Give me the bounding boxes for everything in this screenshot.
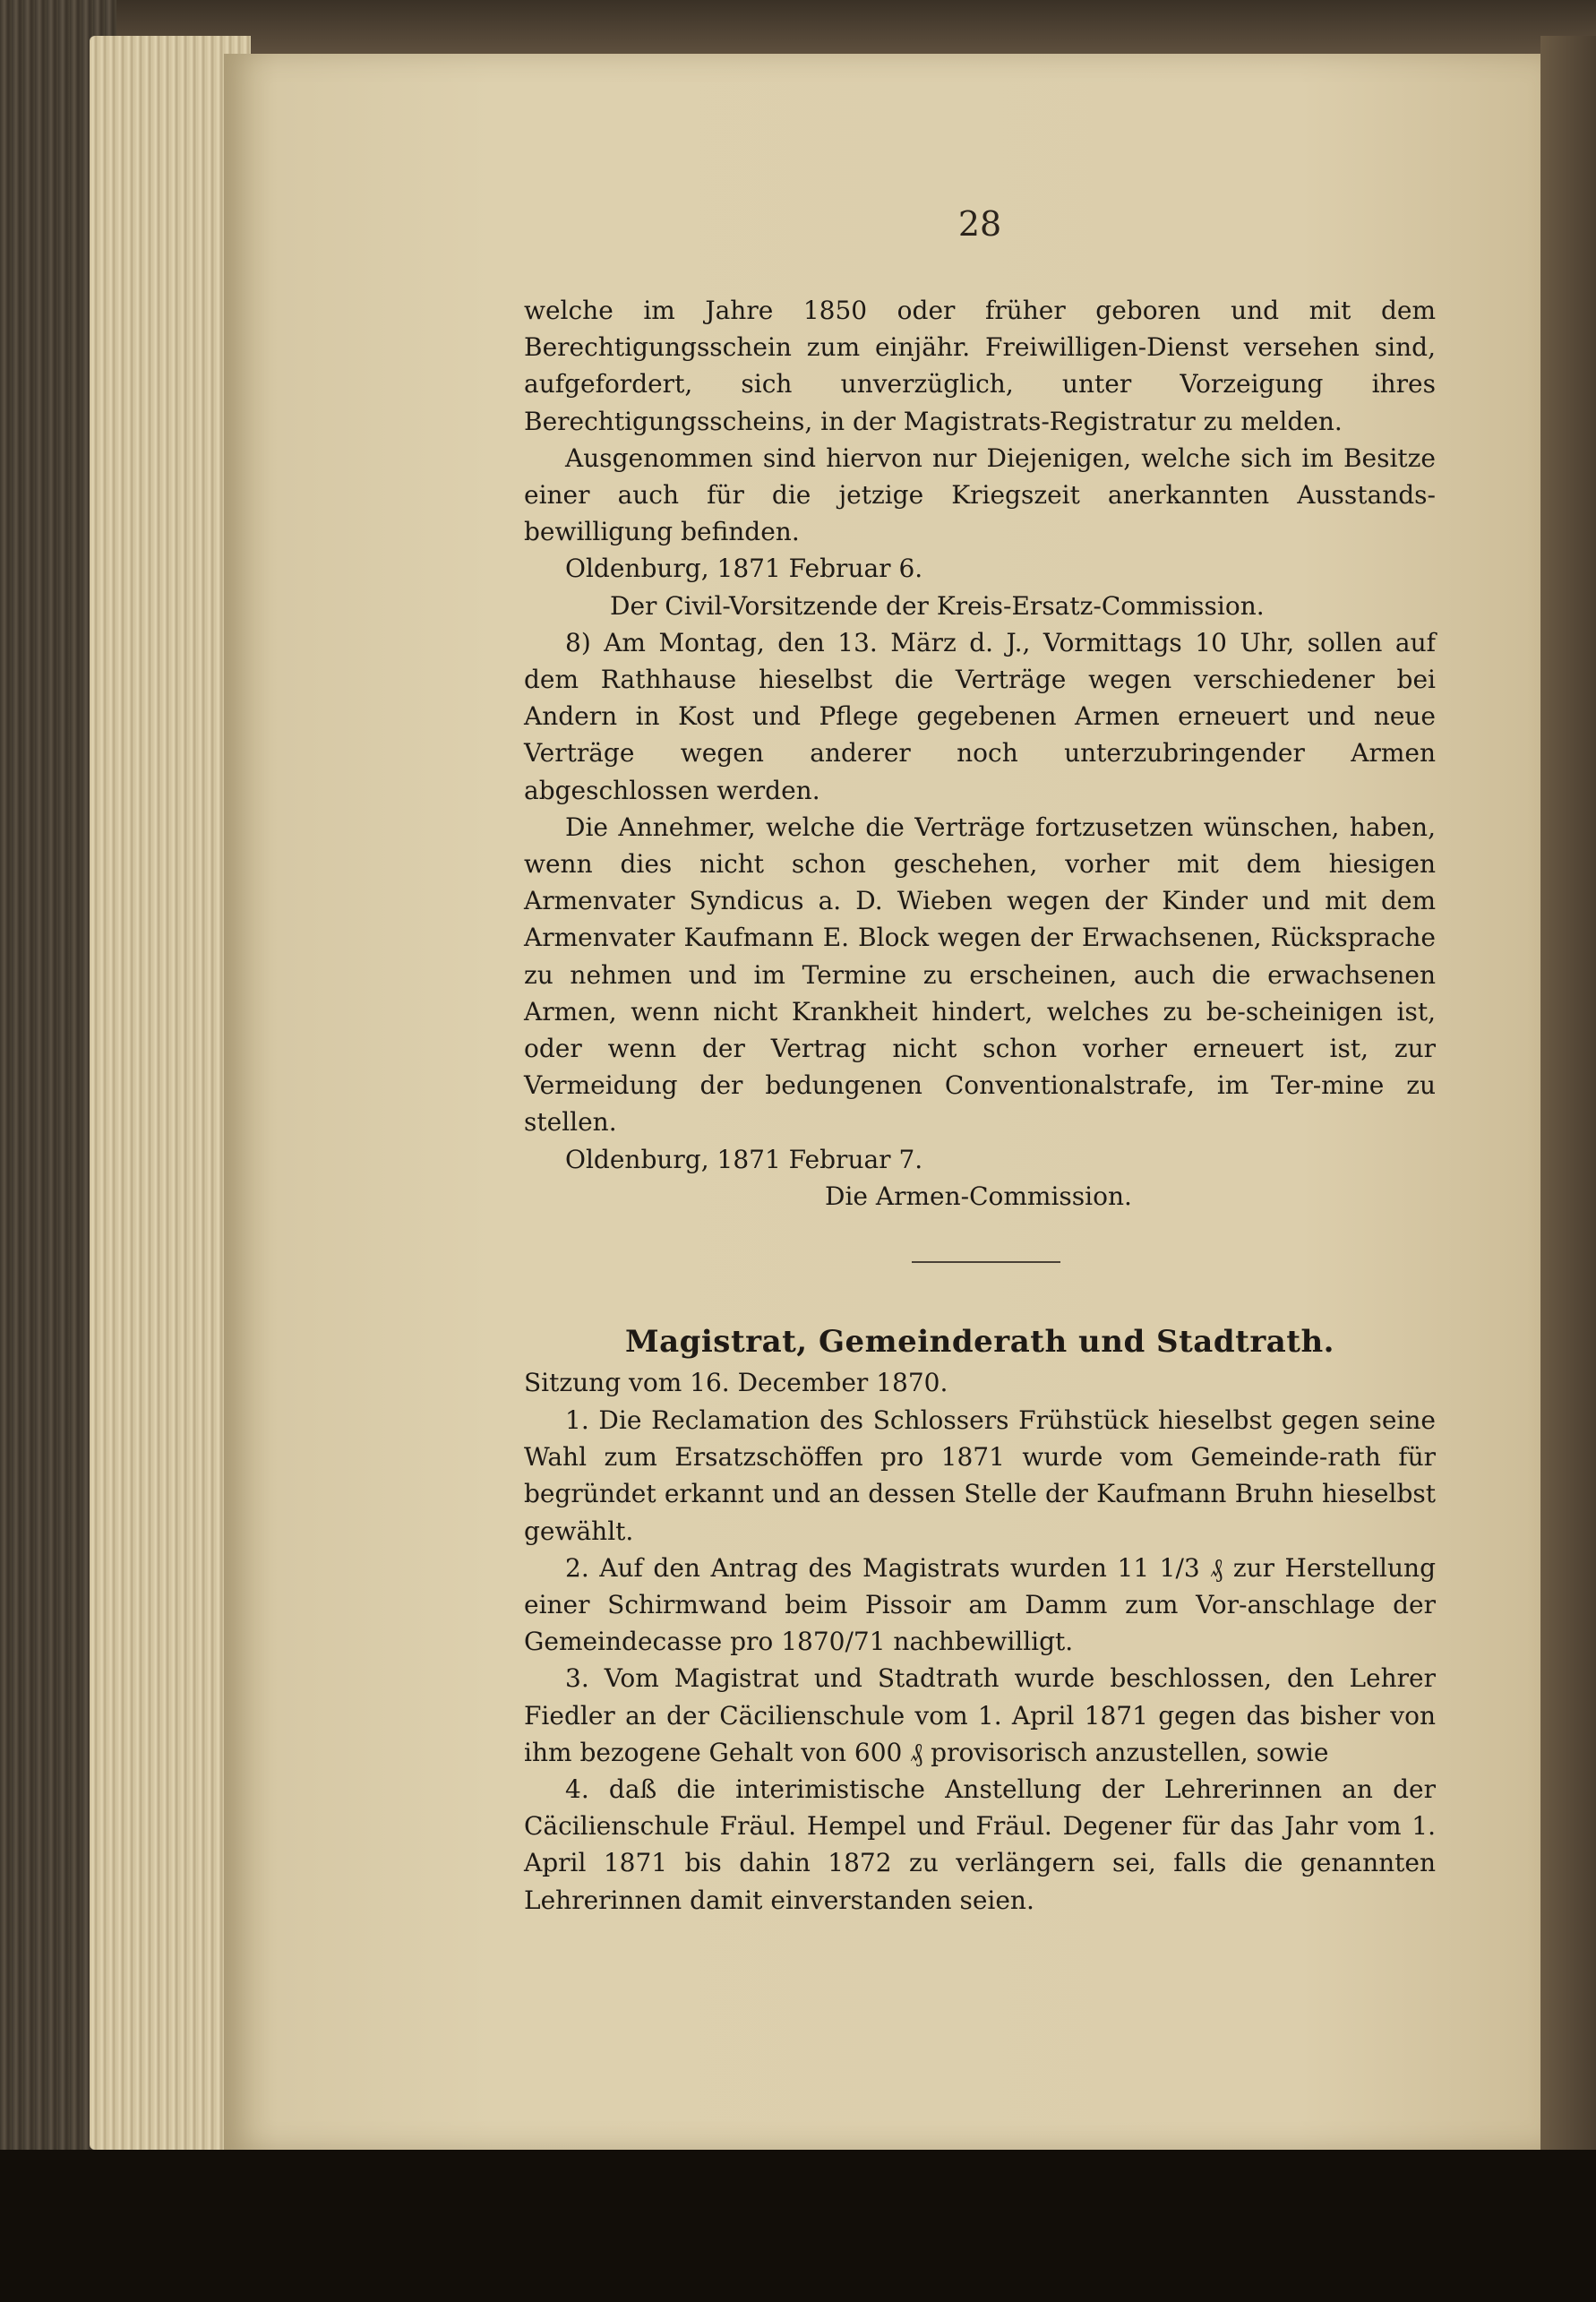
session-date: Sitzung vom 16. December 1870.	[524, 1368, 948, 1397]
signature-2: Die Armen-Commission.	[825, 1181, 1132, 1211]
section-divider	[912, 1261, 1060, 1263]
section-title: Magistrat, Gemeinderath und Stadtrath.	[624, 1324, 1335, 1360]
agenda-item-1: 1. Die Reclamation des Schlossers Frühstück hieselbst gegen seine Wahl zum Ersatzschöffen pro 1871 wurde vom Gemeinde-rath für begründet erkannt und an dessen Stelle der Kaufmann Bruhn hieselbst gewählt.	[524, 1405, 1436, 1546]
agenda-item-3: 3. Vom Magistrat und Stadtrath wurde beschlossen, den Lehrer Fiedler an der Cäcilienschule vom 1. April 1871 gegen das bisher von ihm bezogene Gehalt von 600 ₰ provisorisch anzustellen, sowie	[524, 1663, 1436, 1767]
agenda-item-2: 2. Auf den Antrag des Magistrats wurden 11 1/3 ₰ zur Herstellung einer Schirmwand beim Pissoir am Damm zum Vor-anschlage der Gemeindecasse pro 1870/71 nachbewilligt.	[524, 1552, 1436, 1657]
paragraph-exemption: Ausgenommen sind hiervon nur Diejenigen, welche sich im Besitze einer auch für die jetzige Kriegszeit anerkannten Ausstands-bewilligung befinden.	[524, 442, 1436, 547]
page-number: 28	[957, 204, 1002, 244]
paragraph-registration: welche im Jahre 1850 oder früher geboren und mit dem Berechtigungsschein zum einjähr. Freiwilligen-Dienst versehen sind, aufgefordert, sich unverzüglich, unter Vorzeigung ihres Berechtigungsscheins, in der Magistrats-Registratur zu melden.	[524, 296, 1436, 436]
date-line-2: Oldenburg, 1871 Februar 7.	[565, 1144, 923, 1174]
paragraph-contracts: 8) Am Montag, den 13. März d. J., Vormittags 10 Uhr, sollen auf dem Rathhause hieselbst die Verträge wegen verschiedener bei Andern in Kost und Pflege gegebenen Armen erneuert und neue Verträge wegen anderer noch unterzubringender Armen abgeschlossen werden.	[524, 627, 1436, 805]
signature-1: Der Civil-Vorsitzende der Kreis-Ersatz-Commission.	[610, 590, 1265, 621]
date-line-1: Oldenburg, 1871 Februar 6.	[565, 554, 923, 584]
paragraph-annehmer: Die Annehmer, welche die Verträge fortzusetzen wünschen, haben, wenn dies nicht schon geschehen, vorher mit dem hiesigen Armenvater Syndicus a. D. Wieben wegen der Kinder und mit dem Armenvater Kaufmann E. Block wegen der Erwachsenen, Rücksprache zu nehmen und im Termine zu erscheinen, auch die erwachsenen Armen, wenn nicht Krankheit hindert, welches zu be-scheinigen ist, oder wenn der Vertrag nicht schon vorher erneuert ist, zur Vermeidung der bedungenen Conventionalstrafe, im Ter-mine zu stellen.	[524, 812, 1436, 1138]
agenda-item-4: 4. daß die interimistische Anstellung der Lehrerinnen an der Cäcilienschule Fräul. Hempel und Fräul. Degener für das Jahr vom 1. April 1871 bis dahin 1872 zu verlängern sei, falls die genannten Lehrerinnen damit einverstanden seien.	[524, 1774, 1436, 1915]
book-cover-right	[1540, 36, 1596, 2186]
bottom-shadow	[0, 2150, 1596, 2302]
